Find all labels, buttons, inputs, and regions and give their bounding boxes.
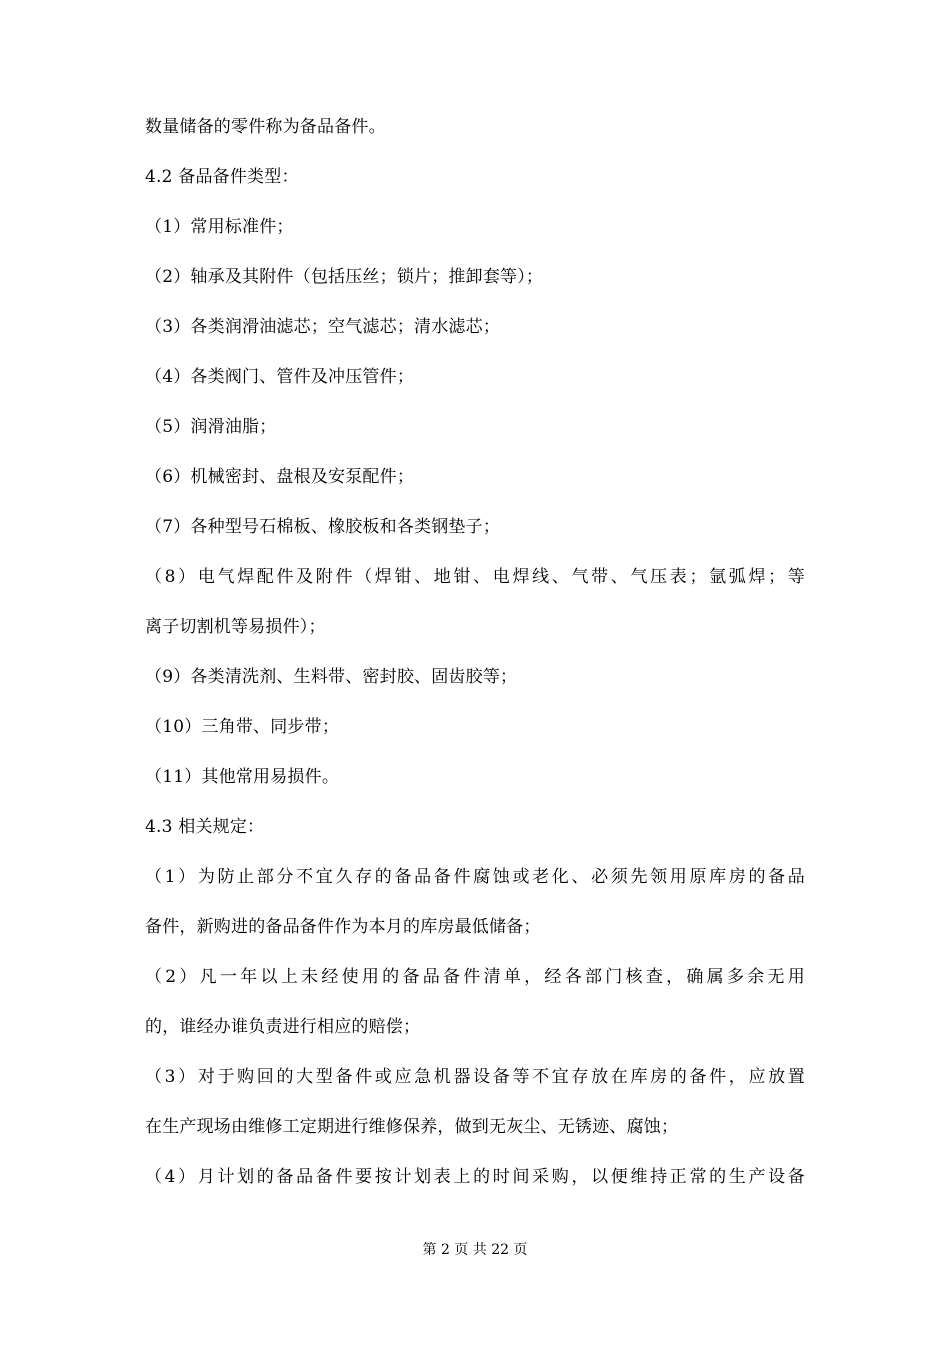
section-heading: 4.2 备品备件类型： (145, 167, 299, 187)
rule-item: （3）对于购回的大型备件或应急机器设备等不宜存放在库房的备件，应放置 (145, 1067, 805, 1087)
section-heading: 4.3 相关规定： (145, 817, 265, 837)
list-item: （9）各类清洗剂、生料带、密封胶、固齿胶等； (145, 667, 518, 687)
list-item: （3）各类润滑油滤芯；空气滤芯；清水滤芯； (145, 317, 501, 337)
list-item-continuation: 离子切割机等易损件）； (145, 617, 326, 637)
rule-item-continuation: 的，谁经办谁负责进行相应的赔偿； (145, 1017, 421, 1037)
list-item: （10）三角带、同步带； (145, 717, 340, 737)
list-item: （7）各种型号石棉板、橡胶板和各类钢垫子； (145, 517, 501, 537)
rule-item: （1）为防止部分不宜久存的备品备件腐蚀或老化、必须先领用原库房的备品 (145, 867, 805, 887)
paragraph-line: 数量储备的零件称为备品备件。 (145, 117, 386, 137)
rule-item: （4）月计划的备品备件要按计划表上的时间采购，以便维持正常的生产设备 (145, 1167, 805, 1187)
list-item: （11）其他常用易损件。 (145, 767, 340, 787)
rule-item-continuation: 在生产现场由维修工定期进行维修保养，做到无灰尘、无锈迹、腐蚀； (145, 1117, 679, 1137)
list-item: （8）电气焊配件及附件（焊钳、地钳、电焊线、气带、气压表；氩弧焊；等 (145, 567, 805, 587)
list-item: （1）常用标准件； (145, 217, 294, 237)
rule-item-continuation: 备件，新购进的备品备件作为本月的库房最低储备； (145, 917, 541, 937)
page-number-footer: 第 2 页 共 22 页 (422, 1242, 528, 1258)
rule-item: （2）凡一年以上未经使用的备品备件清单，经各部门核查，确属多余无用 (145, 967, 805, 987)
list-item: （4）各类阀门、管件及冲压管件； (145, 367, 415, 387)
list-item: （6）机械密封、盘根及安泵配件； (145, 467, 415, 487)
list-item: （2）轴承及其附件（包括压丝；锁片；推卸套等）； (145, 267, 544, 287)
list-item: （5）润滑油脂； (145, 417, 277, 437)
